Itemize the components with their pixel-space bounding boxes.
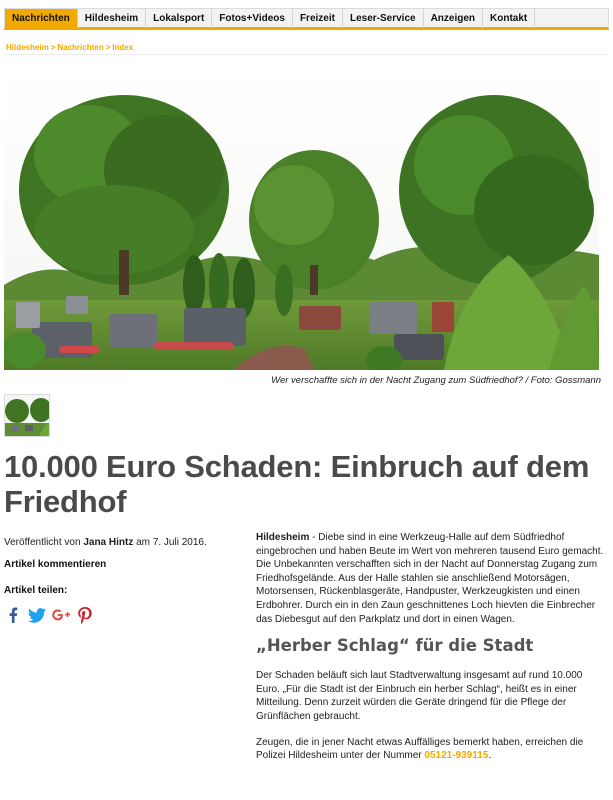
breadcrumb <box>6 43 133 52</box>
nav-item-freizeit[interactable]: Freizeit <box>293 9 343 28</box>
lead-text: - Diebe sind in eine Werkzeug-Halle auf dem Südfriedhof eingebrochen und haben Beute im Wert von mehreren tausend Euro gemacht. Die Unbekannten verschafften sich in der Nacht auf Donnerstag Zugang zum Friedhofsgelände. Aus der Halle stahlen sie anschließend Motorsägen, Motorsensen, Rückenblasgeräte, Handpuster, Werkzeugkisten und einen Erdbohrer. Durch ein in den Zaun geschnittenes Loch hievten die Einbrecher das Diebesgut auf den Parkplatz und dort in einen Wagen. <box>256 532 604 625</box>
breadcrumb-index[interactable]: Index <box>112 43 134 52</box>
pinterest-icon[interactable] <box>76 606 94 624</box>
main-nav <box>4 8 609 30</box>
paragraph-end: . <box>488 750 492 762</box>
breadcrumb-separator: > <box>50 43 56 52</box>
facebook-icon[interactable] <box>4 606 22 624</box>
nav-item-nachrichten[interactable]: Nachrichten <box>5 9 78 28</box>
byline-prefix: Veröffentlicht von <box>4 537 81 548</box>
article-headline: 10.000 Euro Schaden: Einbruch auf dem Friedhof <box>4 449 590 519</box>
comment-article-link[interactable]: Artikel kommentieren <box>4 559 107 570</box>
breadcrumb-hildesheim[interactable]: Hildesheim <box>6 43 49 52</box>
article-byline <box>4 537 207 548</box>
nav-item-fotos-videos[interactable]: Fotos+Videos <box>212 9 293 28</box>
hero-image <box>4 70 599 370</box>
divider <box>4 54 609 55</box>
article-lead <box>256 531 606 626</box>
paragraph-text: Zeugen, die in jener Nacht etwas Auffälliges bemerkt haben, erreichen die Polizei Hildesheim unter der Nummer <box>256 736 584 762</box>
author-name[interactable]: Jana Hintz <box>83 537 134 548</box>
nav-item-leser-service[interactable]: Leser-Service <box>343 9 424 28</box>
hero-caption: Wer verschaffte sich in der Nacht Zugang zum Südfriedhof? / Foto: Gossmann <box>271 375 601 386</box>
article-paragraph <box>256 736 606 763</box>
nav-item-hildesheim[interactable]: Hildesheim <box>78 9 146 28</box>
byline-mid: am <box>136 537 151 548</box>
article-subheading: „Herber Schlag“ für die Stadt <box>256 636 534 656</box>
gallery-thumbnail[interactable] <box>4 394 50 437</box>
twitter-icon[interactable] <box>28 606 46 624</box>
police-phone-link[interactable]: 05121-939115 <box>424 750 489 762</box>
nav-item-kontakt[interactable]: Kontakt <box>483 9 535 28</box>
breadcrumb-nachrichten[interactable]: Nachrichten <box>57 43 104 52</box>
nav-item-anzeigen[interactable]: Anzeigen <box>424 9 483 28</box>
publish-date: 7. Juli 2016. <box>152 537 207 548</box>
nav-item-lokalsport[interactable]: Lokalsport <box>146 9 212 28</box>
article-paragraph: Der Schaden beläuft sich laut Stadtverwaltung insgesamt auf rund 10.000 Euro. „Für die Stadt ist der Einbruch ein herber Schlag“, heißt es in einer Mitteilung. Denn zurzeit würden die Geräte dringend für die Pflege der Grünflächen gebraucht. <box>256 670 583 722</box>
article-body <box>256 531 606 763</box>
google-plus-icon[interactable] <box>52 606 70 624</box>
breadcrumb-separator: > <box>105 43 111 52</box>
share-label: Artikel teilen: <box>4 585 68 596</box>
share-buttons <box>4 606 94 624</box>
lead-location: Hildesheim <box>256 532 310 543</box>
